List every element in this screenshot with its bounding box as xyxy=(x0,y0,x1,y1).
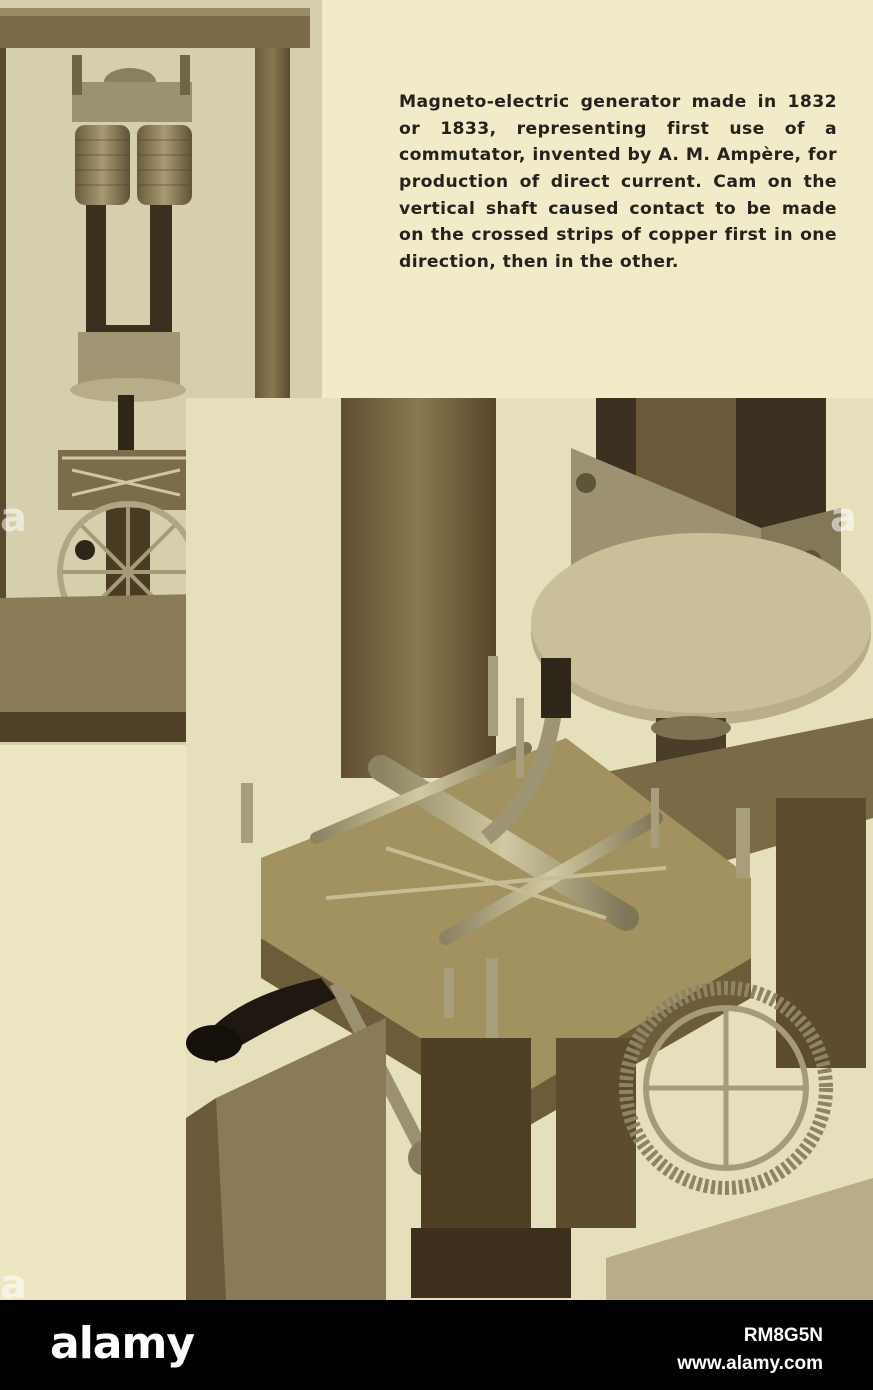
image-info xyxy=(677,1322,823,1378)
brand-logo[interactable]: alamy xyxy=(50,1318,194,1369)
watermark-mark: a xyxy=(0,495,25,541)
image-id: RM8G5N xyxy=(743,1325,823,1346)
photo-commutator-closeup xyxy=(186,398,873,1300)
watermark-mark: a xyxy=(0,1262,25,1300)
watermark-mark: a xyxy=(830,495,855,541)
footer-bar xyxy=(0,1300,873,1390)
caption-panel xyxy=(322,0,873,398)
figure-caption: Magneto-electric generator made in 1832 or 1833, representing first use of a commutator, invented by A. M. Ampère, for production of direct current. Cam on the vertical shaft caused contact to be made on the crossed strips of copper first in one direction, then in the other. xyxy=(399,92,837,272)
site-link[interactable]: www.alamy.com xyxy=(677,1353,823,1374)
